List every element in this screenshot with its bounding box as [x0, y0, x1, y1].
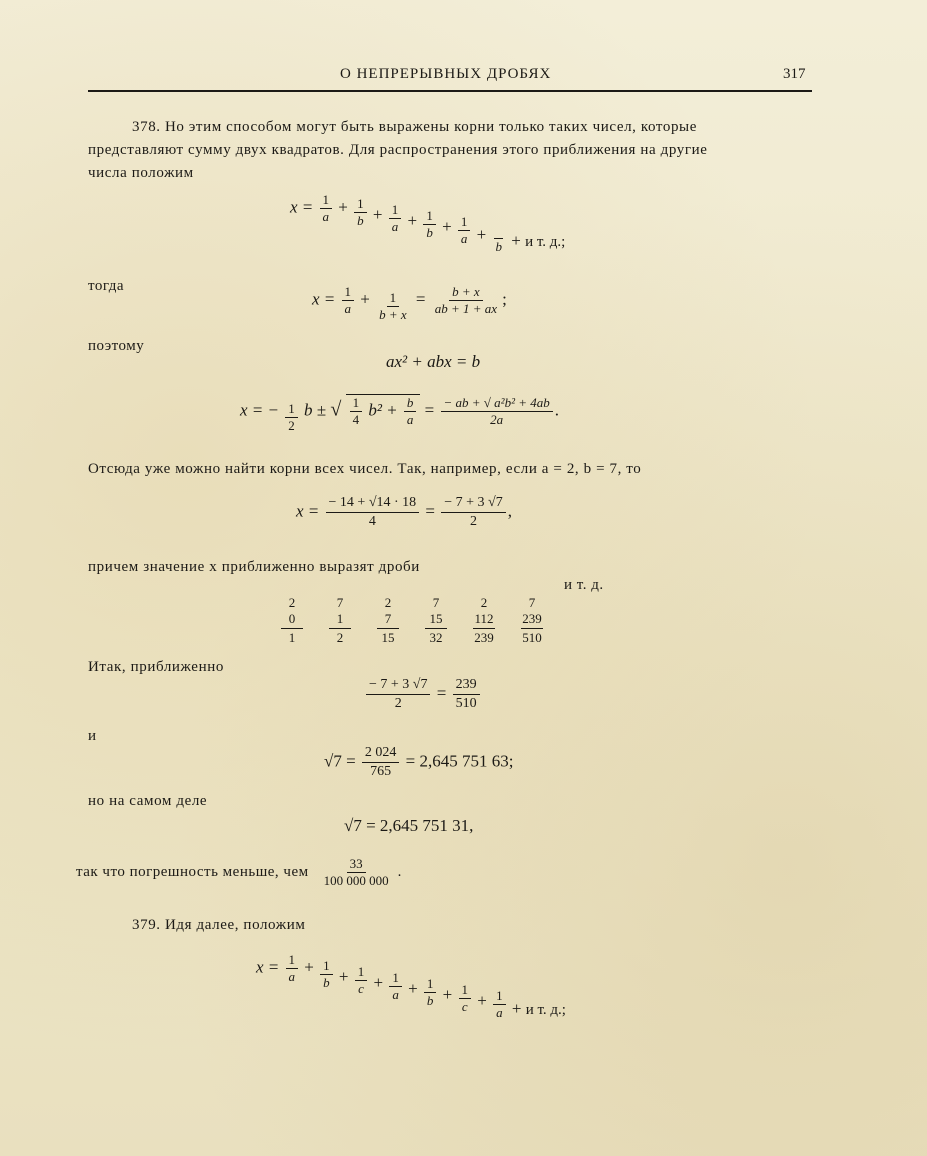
para-378-line2: представляют сумму двух квадратов. Для распространения этого приближения на другие: [88, 142, 708, 158]
quadratic-equation: ax² + abx = b: [386, 352, 481, 371]
cf-term: $\frac{1}{a}$: [389, 202, 402, 235]
convergent-column: 2 0 1: [270, 595, 314, 646]
para-378-line1: 378. Но этим способом могут быть выражены корни только таких чисел, которые: [132, 119, 697, 135]
continued-fraction-378: x = $\frac{1}{a}$ + $\frac{1}{b}$ + $\frac{1}{a}$ + $\frac{1}{b}$ + $\frac{1}{a}$ + b + и т. д.;: [290, 192, 566, 254]
radical-icon: √: [330, 398, 342, 421]
convergent-column: 2 7 15: [366, 595, 410, 646]
cf-term: $\frac{1}{a}$: [320, 192, 333, 225]
cf-term: $\frac{1}{a}$: [458, 214, 471, 247]
actually-intro: но на самом деле: [88, 793, 208, 809]
cf-tail: и т. д.;: [525, 234, 566, 251]
word-then: тогда: [88, 278, 125, 294]
cf-term: b: [493, 222, 506, 255]
fractions-intro: причем значение x приближенно выразят дроби: [88, 559, 420, 575]
para-379-intro: 379. Идя далее, положим: [132, 917, 306, 933]
word-therefore: поэтому: [88, 338, 145, 354]
sqrt7-actual: √7 = 2,645 751 31,: [344, 816, 474, 835]
convergent-column: 7 15 32: [414, 595, 458, 646]
page-number: 317: [783, 66, 806, 82]
cf-term: $\frac{1}{b}$: [354, 196, 367, 229]
para-378-line3: числа положим: [88, 165, 194, 181]
equation-solution: x = − $\frac{1}{2}$ b ± √ $\frac{1}{4}$ b² + $\frac{b}{a}$ = $\frac{\text{− ab + √ a²b² + 4ab}}{2a}$ .: [240, 395, 559, 433]
approx-intro: Итак, приближенно: [88, 659, 224, 675]
convergents-table: [270, 577, 604, 646]
convergent-column: 7 239 510: [522, 595, 542, 645]
equation-then: x = $\frac{1}{a}$ + $\frac{1}{b + x}$ = $\frac{b + x}{ab + 1 + ax}$ ;: [312, 284, 507, 322]
continued-fraction-379: x = $\frac{1}{a}$ + $\frac{1}{b}$ + $\frac{1}{c}$ + $\frac{1}{a}$ + $\frac{1}{b}$ + $\frac{1}{c}$ + $\frac{1}{a}$ + и т. д.;: [256, 952, 566, 1020]
eq-then-rhs: $\frac{b + x}{ab + 1 + ax}$: [434, 284, 498, 316]
cf-term: $\frac{1}{b}$: [423, 208, 436, 241]
solution-rhs: $\frac{\text{− ab + √ a²b² + 4ab}}{2a}$: [441, 395, 553, 428]
error-line: так что погрешность меньше, чем $\frac{33}{100 000 000}$ .: [76, 856, 402, 888]
approx-equation: $\frac{- 7 + 3 √7}{2}$ = $\frac{239}{510}$: [364, 676, 482, 713]
running-title: О НЕПРЕРЫВНЫХ ДРОБЯХ: [340, 66, 552, 82]
convergent-column: 2 112 239: [474, 595, 494, 645]
cf-lhs: x =: [290, 197, 314, 217]
header-rule: [88, 90, 812, 92]
convergent-column: 7 1 2: [318, 595, 362, 646]
convergents-tail: и т. д.: [564, 577, 604, 593]
sqrt7-approx: √7 = $\frac{2 024}{765}$ = 2,645 751 63;: [324, 745, 514, 779]
hence-line: Отсюда уже можно найти корни всех чисел. Так, например, если a = 2, b = 7, то: [88, 461, 642, 477]
word-and: и: [88, 728, 97, 744]
example-equation: x = $\frac{- 14 + √14 \cdot 18}{4}$ = $\frac{- 7 + 3 √7}{2}$ ,: [296, 495, 512, 529]
